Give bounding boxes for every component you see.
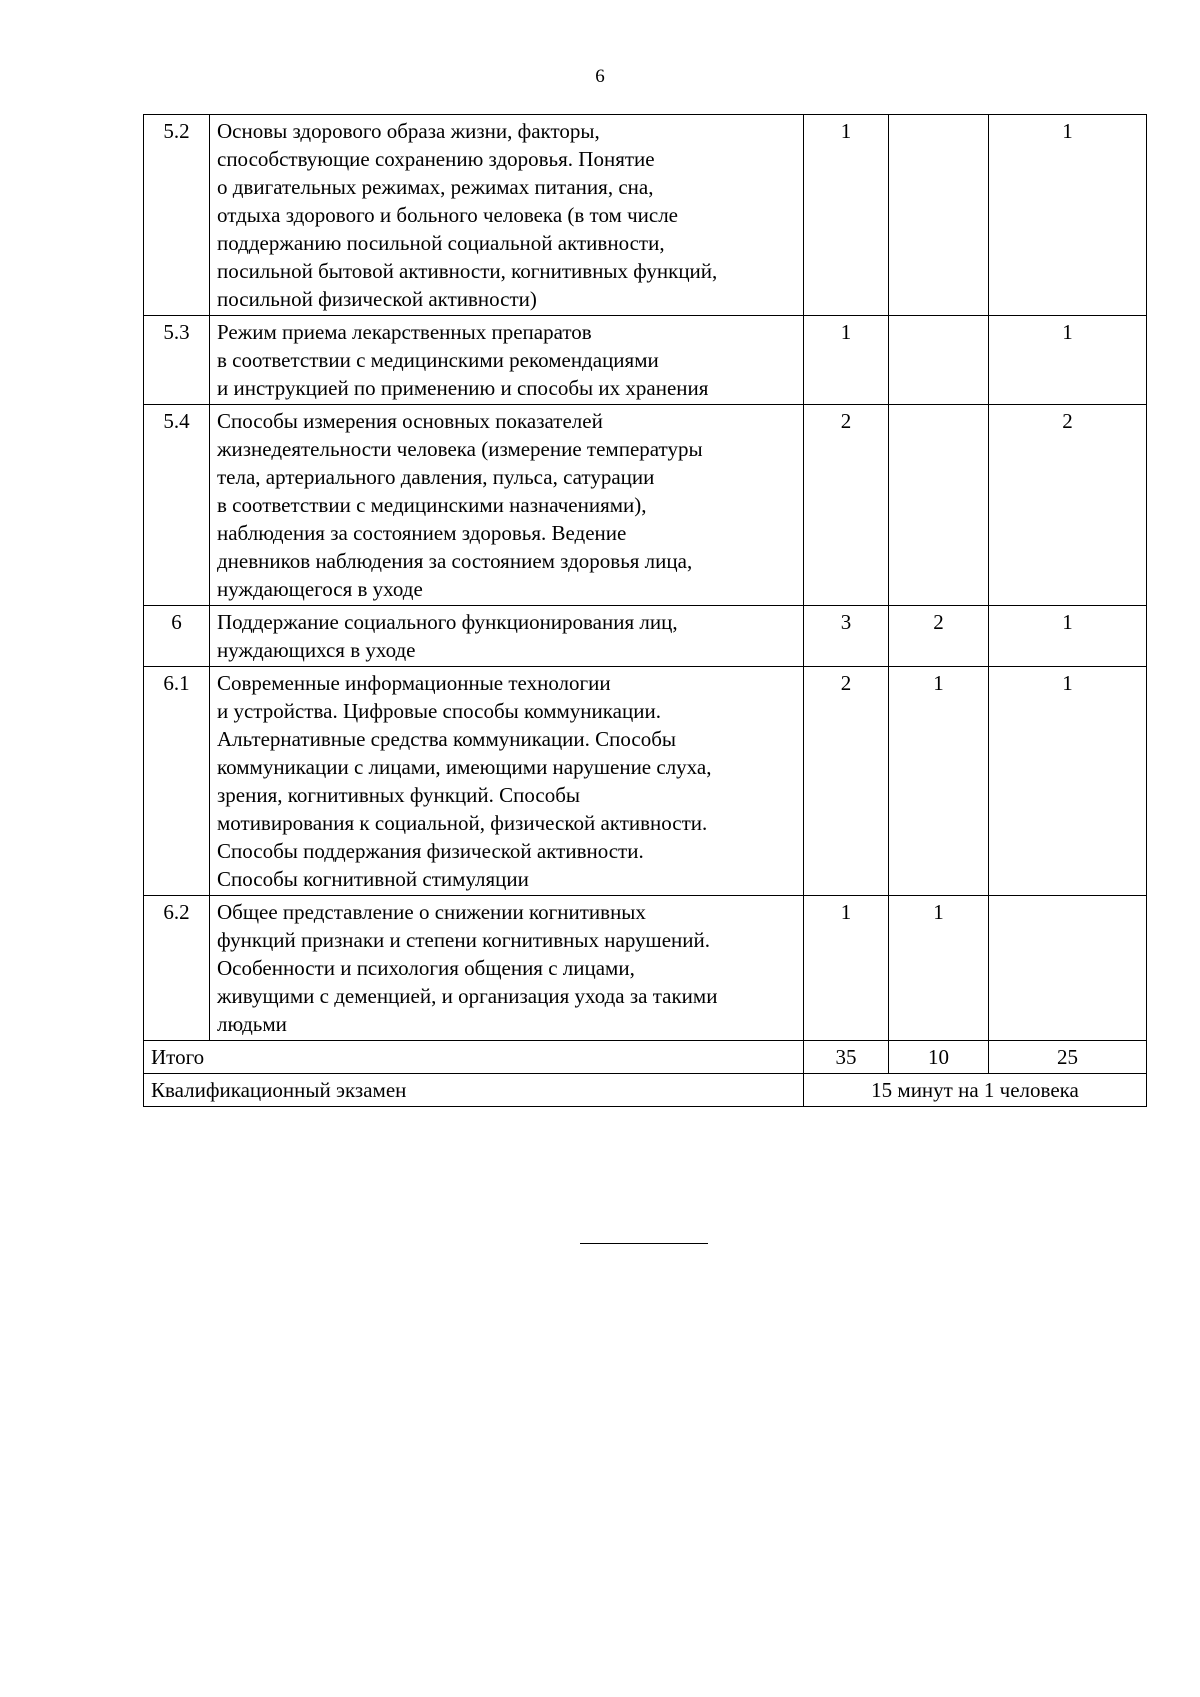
table-row (144, 405, 1147, 606)
row-total-hours: 1 (804, 115, 889, 316)
row-practice-hours: 1 (989, 606, 1147, 667)
row-topic: Способы измерения основных показателей жизнедеятельности человека (измерение температуры тела, артериального давления, пульса, сатурации в соответствии с медицинскими назначениями), наблюдения за состоянием здоровья. Ведение дневников наблюдения за состоянием здоровья лица, нуждающегося в уходе (210, 405, 804, 606)
row-practice-hours: 1 (989, 115, 1147, 316)
row-total-hours: 2 (804, 667, 889, 896)
row-topic: Основы здорового образа жизни, факторы, способствующие сохранению здоровья. Понятие о двигательных режимах, режимах питания, сна, отдыха здорового и больного человека (в том числе поддержанию посильной социальной активности, посильной бытовой активности, когнитивных функций, посильной физической активности) (210, 115, 804, 316)
table-row (144, 606, 1147, 667)
row-number: 6 (144, 606, 210, 667)
row-practice-hours: 2 (989, 405, 1147, 606)
summary-total-hours: 35 (804, 1041, 889, 1074)
curriculum-table (143, 114, 1147, 1107)
table-row (144, 896, 1147, 1041)
row-topic: Современные информационные технологии и устройства. Цифровые способы коммуникации. Альтернативные средства коммуникации. Способы коммуникации с лицами, имеющими нарушение слуха, зрения, когнитивных функций. Способы мотивирования к социальной, физической активности. Способы поддержания физической активности. Способы когнитивной стимуляции (210, 667, 804, 896)
row-theory-hours: 1 (889, 896, 989, 1041)
row-total-hours: 1 (804, 896, 889, 1041)
row-number: 6.2 (144, 896, 210, 1041)
row-theory-hours (889, 405, 989, 606)
exam-duration: 15 минут на 1 человека (804, 1074, 1147, 1107)
table-row (144, 316, 1147, 405)
row-total-hours: 2 (804, 405, 889, 606)
exam-label: Квалификационный экзамен (144, 1074, 804, 1107)
row-theory-hours (889, 316, 989, 405)
table-row (144, 115, 1147, 316)
summary-label: Итого (144, 1041, 804, 1074)
row-number: 5.4 (144, 405, 210, 606)
row-topic: Поддержание социального функционирования лиц, нуждающихся в уходе (210, 606, 804, 667)
exam-row (144, 1074, 1147, 1107)
summary-theory-hours: 10 (889, 1041, 989, 1074)
row-theory-hours: 1 (889, 667, 989, 896)
row-total-hours: 1 (804, 316, 889, 405)
row-number: 6.1 (144, 667, 210, 896)
row-topic: Режим приема лекарственных препаратов в соответствии с медицинскими рекомендациями и инструкцией по применению и способы их хранения (210, 316, 804, 405)
row-theory-hours (889, 115, 989, 316)
row-topic: Общее представление о снижении когнитивных функций признаки и степени когнитивных нарушений. Особенности и психология общения с лицами, живущими с деменцией, и организация ухода за такими людьми (210, 896, 804, 1041)
row-theory-hours: 2 (889, 606, 989, 667)
row-practice-hours: 1 (989, 667, 1147, 896)
table-row (144, 667, 1147, 896)
end-separator-line (580, 1243, 708, 1244)
page-number: 6 (595, 66, 605, 87)
row-total-hours: 3 (804, 606, 889, 667)
row-number: 5.2 (144, 115, 210, 316)
summary-row (144, 1041, 1147, 1074)
row-number: 5.3 (144, 316, 210, 405)
summary-practice-hours: 25 (989, 1041, 1147, 1074)
row-practice-hours: 1 (989, 316, 1147, 405)
row-practice-hours (989, 896, 1147, 1041)
